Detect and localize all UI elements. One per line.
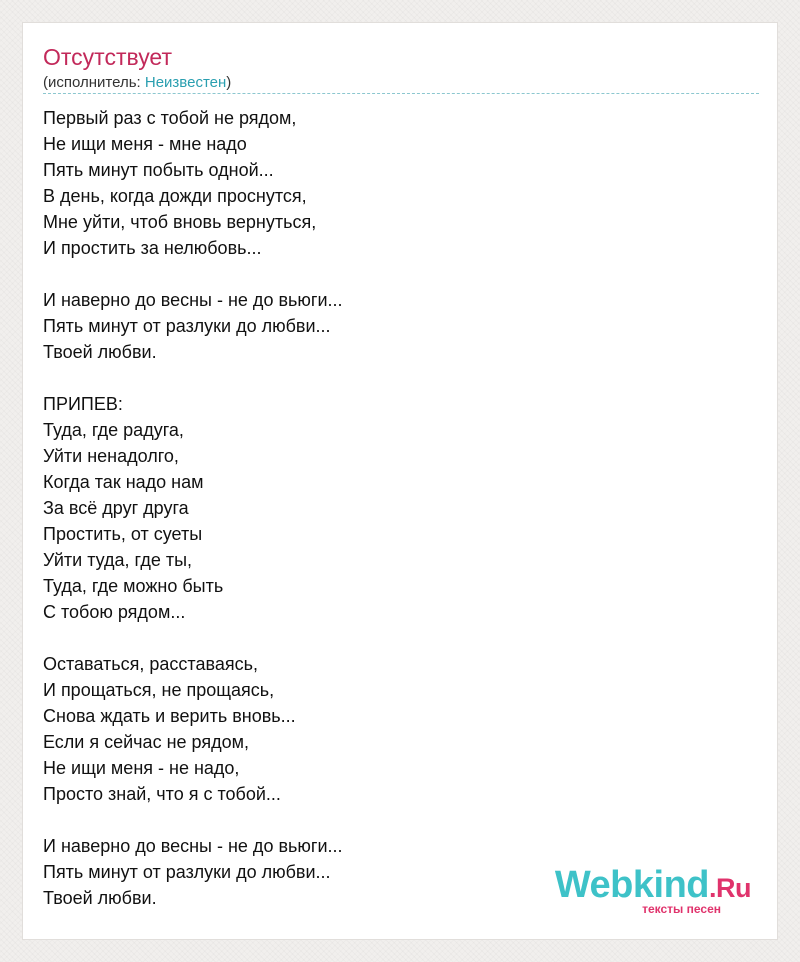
lyric-line: Уйти туда, где ты,: [43, 550, 193, 570]
artist-prefix: (исполнитель:: [43, 74, 145, 91]
lyric-blank-line: [43, 625, 743, 651]
lyric-line: И прощаться, не прощаясь,: [43, 680, 275, 700]
lyric-line: Твоей любви.: [43, 888, 157, 908]
artist-link[interactable]: Неизвестен: [144, 74, 227, 91]
song-title: Отсутствует: [43, 44, 172, 70]
lyric-line: И наверно до весны - не до вьюги...: [43, 836, 343, 856]
lyric-line: Не ищи меня - мне надо: [43, 134, 247, 154]
lyric-line: Твоей любви.: [43, 342, 157, 362]
title-divider: [43, 93, 759, 94]
lyric-line: Первый раз с тобой не рядом,: [43, 108, 297, 128]
lyric-line: Снова ждать и верить вновь...: [43, 706, 296, 726]
lyric-blank-line: [43, 365, 743, 391]
lyric-line: Мне уйти, чтоб вновь вернуться,: [43, 212, 317, 232]
lyrics-text: [43, 105, 743, 911]
logo-wordmark: [555, 866, 751, 907]
lyric-line: Пять минут побыть одной...: [43, 160, 274, 180]
webkind-logo[interactable]: [555, 866, 751, 915]
logo-brand: Webkind: [554, 864, 709, 906]
lyric-blank-line: [43, 261, 743, 287]
lyric-line: Туда, где радуга,: [43, 420, 184, 440]
lyrics-card: [22, 22, 778, 940]
artist-suffix: ): [226, 74, 232, 91]
logo-tld: .Ru: [709, 873, 751, 903]
lyric-line: С тобою рядом...: [43, 602, 186, 622]
lyric-line: Простить, от суеты: [43, 524, 203, 544]
lyric-line: За всё друг друга: [43, 498, 189, 518]
lyric-line: Не ищи меня - не надо,: [43, 758, 240, 778]
lyric-line: Просто знай, что я с тобой...: [43, 784, 281, 804]
lyric-line: Пять минут от разлуки до любви...: [43, 316, 331, 336]
lyric-line: И простить за нелюбовь...: [43, 238, 262, 258]
lyric-line: В день, когда дожди проснутся,: [43, 186, 307, 206]
lyric-line: Пять минут от разлуки до любви...: [43, 862, 331, 882]
logo-tagline: тексты песен: [642, 902, 721, 916]
lyric-line: И наверно до весны - не до вьюги...: [43, 290, 343, 310]
lyric-line: Оставаться, расставаясь,: [43, 654, 258, 674]
lyric-blank-line: [43, 807, 743, 833]
lyric-line: Если я сейчас не рядом,: [43, 732, 249, 752]
lyric-line: Уйти ненадолго,: [43, 446, 179, 466]
artist-line: [43, 73, 231, 93]
chorus-heading: ПРИПЕВ:: [43, 394, 123, 414]
lyric-line: Туда, где можно быть: [43, 576, 224, 596]
lyric-line: Когда так надо нам: [43, 472, 204, 492]
